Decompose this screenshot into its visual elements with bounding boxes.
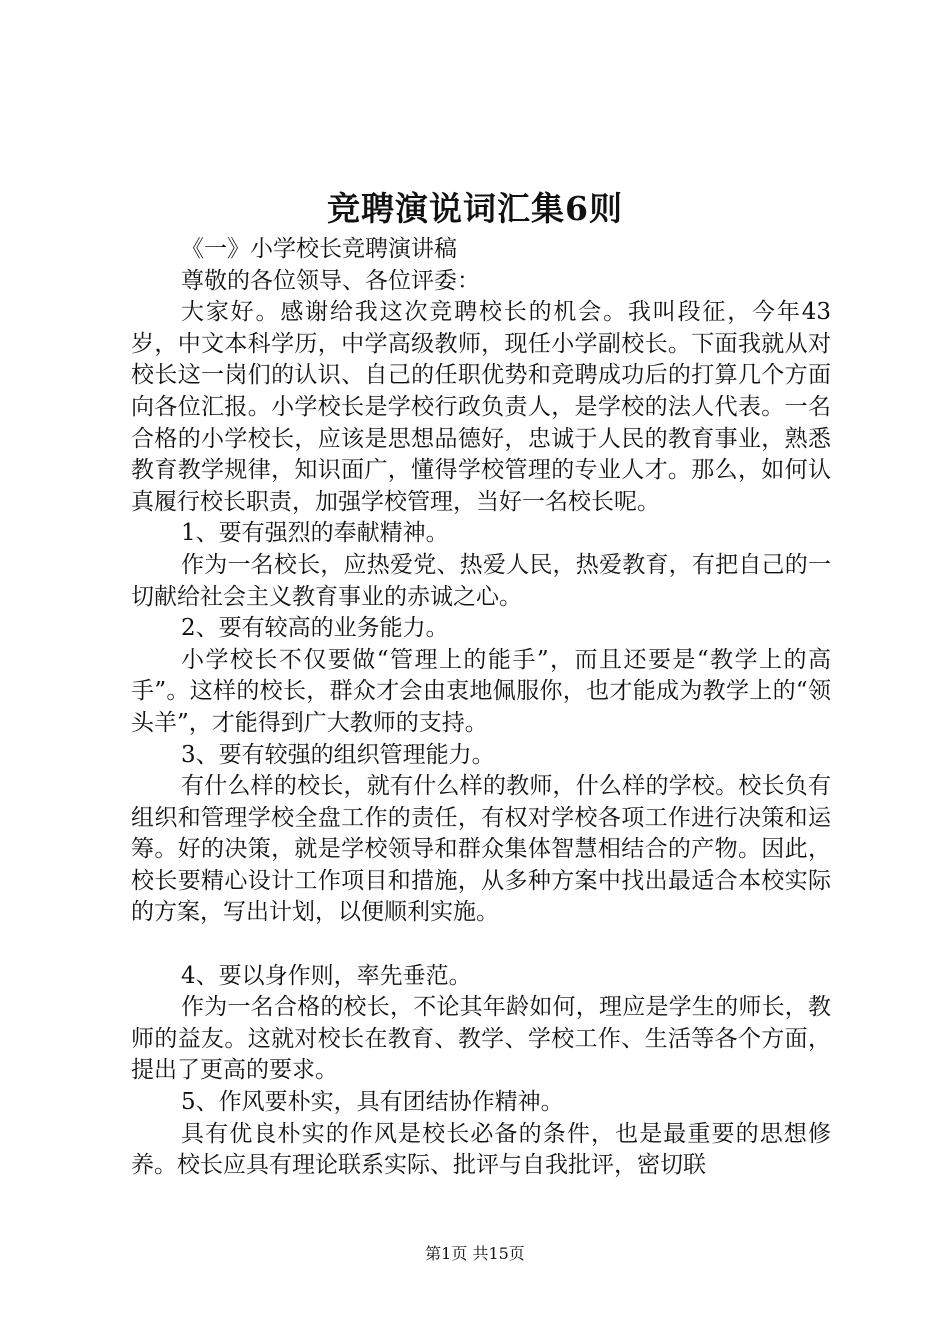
- document-title: 竞聘演说词汇集6则: [327, 189, 623, 228]
- page-footer: 第1页 共15页: [425, 1244, 525, 1263]
- section-heading: 《一》小学校长竞聘演讲稿: [181, 236, 457, 262]
- body-paragraph: 具有优良朴实的作风是校长必备的条件，也是最重要的思想修养。校长应具有理论联系实际、批评与自我批评，密切联: [131, 1120, 831, 1179]
- body-paragraph: 大家好。感谢给我这次竞聘校长的机会。我叫段征，今年43岁，中文本科学历，中学高级教师，现任小学副校长。下面我就从对校长这一岗们的认识、自己的任职优势和竞聘成功后的打算几个方面向各位汇报。小学校长是学校行政负责人，是学校的法人代表。一名合格的小学校长，应该是思想品德好，忠诚于人民的教育事业，熟悉教育教学规律，知识面广，懂得学校管理的专业人才。那么，如何认真履行校长职责，加强学校管理，当好一名校长呢。: [131, 299, 831, 515]
- point-heading: 4、要以身作则，率先垂范。: [181, 962, 472, 989]
- body-paragraph: 作为一名合格的校长，不论其年龄如何，理应是学生的师长，教师的益友。这就对校长在教育、教学、学校工作、生活等各个方面，提出了更高的要求。: [131, 994, 831, 1084]
- body-paragraph: 有什么样的校长，就有什么样的教师，什么样的学校。校长负有组织和管理学校全盘工作的责任，有权对学校各项工作进行决策和运筹。好的决策，就是学校领导和群众集体智慧相结合的产物。因此，校长要精心设计工作项目和措施，从多种方案中找出最适合本校实际的方案，写出计划，以便顺利实施。: [131, 773, 831, 926]
- point-heading: 3、要有较强的组织管理能力。: [181, 741, 495, 768]
- point-heading: 2、要有较高的业务能力。: [181, 615, 449, 642]
- document-body: [131, 234, 831, 1182]
- body-paragraph: 小学校长不仅要做“管理上的能手”，而且还要是“教学上的高手”。这样的校长，群众才会由衷地佩服你，也才能成为教学上的“领头羊”，才能得到广大教师的支持。: [131, 646, 831, 736]
- body-paragraph: 作为一名校长，应热爱党、热爱人民，热爱教育，有把自己的一切献给社会主义教育事业的赤诚之心。: [131, 551, 831, 610]
- point-heading: 5、作风要朴实，具有团结协作精神。: [181, 1089, 564, 1116]
- point-heading: 1、要有强烈的奉献精神。: [181, 520, 449, 547]
- salutation: 尊敬的各位领导、各位评委：: [181, 267, 480, 294]
